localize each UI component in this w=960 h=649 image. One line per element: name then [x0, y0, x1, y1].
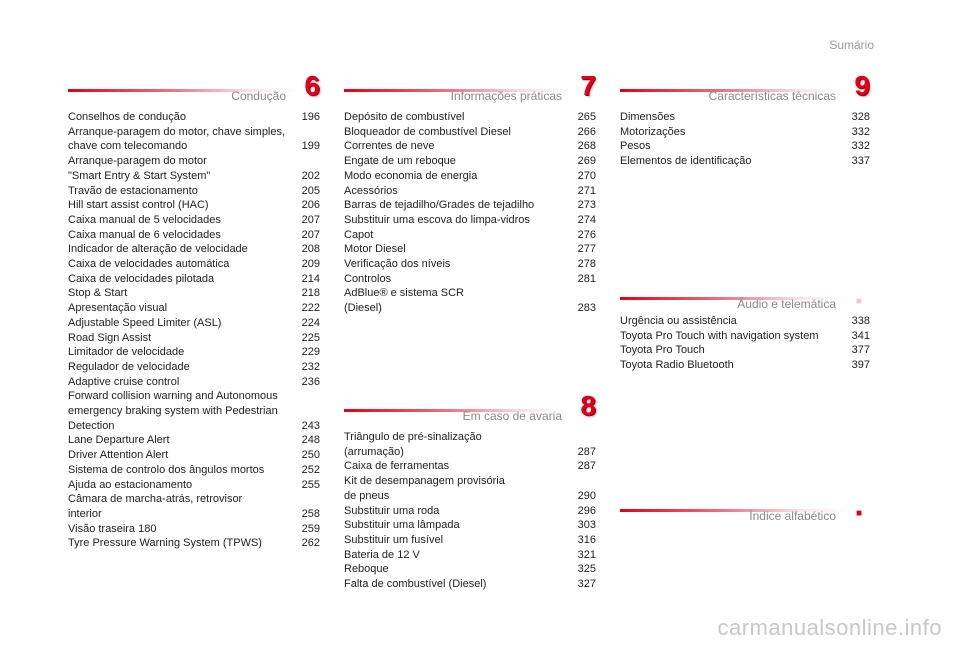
toc-entry[interactable] [344, 154, 596, 169]
toc-entry[interactable] [68, 198, 320, 213]
toc-entry-title: Toyota Pro Touch [620, 344, 705, 357]
toc-entry[interactable] [68, 213, 320, 228]
toc-entry-title: Conselhos de condução [68, 111, 187, 123]
toc-entry-title: Motor Diesel [344, 243, 406, 256]
toc-list [620, 110, 870, 169]
toc-list [68, 110, 320, 551]
toc-entry-title: Kit de desempanagem provisória de pneus [344, 475, 505, 502]
toc-entry-page: 265 [577, 111, 596, 123]
toc-entry-page: 325 [577, 563, 596, 576]
toc-entry-title: Modo economia de energia [344, 169, 478, 182]
toc-entry-page: 202 [301, 169, 320, 182]
toc-entry-page: 262 [301, 537, 320, 550]
toc-entry-title: Capot [344, 228, 374, 241]
toc-entry-title: Engate de um reboque [344, 155, 456, 168]
toc-entry-title: Falta de combustível (Diesel) [344, 578, 487, 591]
toc-entry-title: Limitador de velocidade [68, 346, 185, 359]
toc-entry[interactable] [620, 343, 870, 358]
toc-entry[interactable] [68, 257, 320, 272]
toc-entry-title: Stop & Start [68, 287, 128, 300]
toc-entry-title: Câmara de marcha-atrás, retrovisor interior [68, 493, 243, 520]
toc-entry-page: 276 [577, 228, 596, 241]
toc-entry[interactable] [344, 184, 596, 199]
toc-list [620, 314, 870, 373]
section-number: 8 [580, 390, 596, 421]
toc-entry[interactable] [344, 257, 596, 272]
toc-entry[interactable] [344, 242, 596, 257]
toc-entry[interactable] [68, 331, 320, 346]
section-header [620, 284, 870, 310]
toc-entry-page: 332 [851, 140, 870, 153]
toc-entry[interactable] [620, 110, 870, 125]
toc-entry-title: Forward collision warning and Autonomous emergency braking system with Pedestrian Detection [68, 390, 278, 432]
toc-entry[interactable] [344, 548, 596, 563]
toc-entry-page: 232 [301, 360, 320, 373]
section-number: 7 [580, 70, 596, 101]
toc-entry-page: 290 [577, 489, 596, 502]
toc-entry-title: Caixa de ferramentas [344, 460, 450, 473]
toc-entry-title: AdBlue® e sistema SCR (Diesel) [344, 287, 464, 315]
toc-entry-page: 252 [301, 463, 320, 476]
toc-entry-page: 338 [851, 315, 870, 327]
toc-entry[interactable] [620, 139, 870, 154]
toc-entry[interactable] [344, 286, 596, 315]
toc-entry-title: Reboque [344, 563, 389, 576]
toc-entry-title: Toyota Pro Touch with navigation system [620, 329, 819, 342]
toc-entry-title: Arranque-paragem do motor, chave simples, chave com telecomando [68, 125, 286, 153]
toc-entry-page: 229 [301, 346, 320, 359]
toc-entry-page: 207 [301, 228, 320, 241]
toc-entry-page: 209 [301, 258, 320, 271]
toc-entry[interactable] [68, 492, 320, 521]
toc-entry[interactable] [344, 110, 596, 125]
toc-entry[interactable] [68, 522, 320, 537]
toc-entry[interactable] [68, 375, 320, 390]
section-header [344, 390, 596, 423]
toc-entry-title: Bateria de 12 V [344, 548, 420, 561]
toc-entry[interactable] [344, 272, 596, 287]
toc-entry-page: 268 [577, 140, 596, 153]
toc-entry[interactable] [68, 478, 320, 493]
toc-entry[interactable] [68, 286, 320, 301]
toc-list [344, 430, 596, 592]
toc-entry-title: Indicador de alteração de velocidade [68, 243, 248, 256]
toc-entry[interactable] [68, 272, 320, 287]
toc-entry-title: Elementos de identificação [620, 155, 752, 168]
toc-entry-page: 287 [577, 445, 596, 458]
section-header [344, 70, 596, 103]
toc-entry-page: 243 [301, 419, 320, 432]
toc-entry-page: 287 [577, 460, 596, 473]
toc-entry-title: Motorizações [620, 125, 686, 138]
toc-entry-title: Regulador de velocidade [68, 360, 190, 373]
toc-entry-page: 259 [301, 522, 320, 535]
toc-entry-page: 281 [577, 272, 596, 285]
toc-entry-page: 271 [577, 184, 596, 197]
page-header-title: Sumário [829, 38, 874, 52]
toc-entry-page: 222 [301, 302, 320, 315]
toc-entry-page: 321 [577, 548, 596, 561]
section-marker: ■ [855, 296, 862, 307]
section-header [620, 496, 870, 522]
section-title[interactable]: Áudio e telemática [737, 297, 836, 311]
toc-entry[interactable] [344, 213, 596, 228]
toc-entry-title: Hill start assist control (HAC) [68, 199, 209, 212]
toc-entry[interactable] [620, 329, 870, 344]
toc-entry-page: 258 [301, 507, 320, 520]
toc-entry-title: Adaptive cruise control [68, 375, 180, 388]
toc-entry[interactable] [344, 504, 596, 519]
toc-entry-page: 316 [577, 533, 596, 546]
toc-entry-title: Sistema de controlo dos ângulos mortos [68, 463, 265, 476]
toc-entry[interactable] [68, 433, 320, 448]
toc-entry-page: 341 [851, 329, 870, 342]
toc-entry[interactable] [68, 316, 320, 331]
toc-entry-title: Triângulo de pré-sinalização (arrumação) [344, 431, 482, 458]
toc-entry-title: Driver Attention Alert [68, 449, 169, 462]
toc-entry-page: 250 [301, 449, 320, 462]
toc-entry[interactable] [68, 242, 320, 257]
toc-entry-title: Tyre Pressure Warning System (TPWS) [68, 537, 262, 550]
toc-entry-title: Arranque-paragem do motor "Smart Entry & Start System" [68, 155, 211, 182]
toc-entry-page: 207 [301, 213, 320, 226]
toc-entry-title: Caixa manual de 6 velocidades [68, 228, 221, 241]
toc-entry-title: Depósito de combustível [344, 111, 465, 123]
toc-entry[interactable] [344, 125, 596, 140]
toc-entry-title: Toyota Radio Bluetooth [620, 359, 734, 372]
toc-entry-page: 270 [577, 169, 596, 182]
toc-entry-page: 303 [577, 519, 596, 532]
toc-entry-title: Barras de tejadilho/Grades de tejadilho [344, 199, 535, 212]
section-marker: ■ [855, 508, 862, 519]
toc-entry[interactable] [68, 110, 320, 125]
toc-entry-page: 296 [577, 504, 596, 517]
toc-entry[interactable] [68, 360, 320, 375]
toc-entry[interactable] [344, 459, 596, 474]
toc-entry[interactable] [68, 448, 320, 463]
toc-entry[interactable] [344, 198, 596, 213]
toc-entry-page: 377 [851, 344, 870, 357]
toc-entry-page: 274 [577, 213, 596, 226]
toc-entry-title: Urgência ou assistência [620, 315, 737, 327]
toc-entry[interactable] [344, 228, 596, 243]
toc-entry-title: Acessórios [344, 184, 398, 197]
toc-entry-page: 278 [577, 258, 596, 271]
watermark-text: carmanualsonline.info [717, 615, 942, 640]
toc-entry-page: 199 [301, 140, 320, 153]
section-header [620, 70, 870, 103]
toc-entry-page: 236 [301, 375, 320, 388]
toc-entry[interactable] [68, 301, 320, 316]
toc-entry-title: Travão de estacionamento [68, 184, 198, 197]
section-indice [620, 496, 870, 522]
toc-entry-title: Substituir uma escova do limpa-vidros [344, 213, 530, 226]
toc-entry-page: 214 [301, 272, 320, 285]
toc-entry[interactable] [344, 169, 596, 184]
toc-entry-title: Caixa de velocidades pilotada [68, 272, 215, 285]
toc-entry[interactable] [344, 518, 596, 533]
toc-entry-title: Substituir uma lâmpada [344, 519, 460, 532]
toc-entry-title: Caixa manual de 5 velocidades [68, 213, 221, 226]
toc-entry[interactable] [344, 562, 596, 577]
toc-entry-title: Controlos [344, 272, 392, 285]
toc-entry[interactable] [344, 474, 596, 503]
toc-entry-page: 196 [301, 111, 320, 123]
toc-entry[interactable] [344, 139, 596, 154]
section-avaria [344, 390, 596, 592]
section-informacoes [344, 70, 596, 316]
toc-entry[interactable] [620, 314, 870, 329]
toc-entry[interactable] [68, 184, 320, 199]
section-title[interactable]: Índice alfabético [749, 509, 836, 523]
toc-entry-page: 208 [301, 243, 320, 256]
toc-entry-title: Substituir um fusível [344, 533, 444, 546]
toc-entry-title: Visão traseira 180 [68, 522, 157, 535]
section-title[interactable]: Características técnicas [708, 89, 836, 103]
toc-list [344, 110, 596, 316]
toc-entry-title: Lane Departure Alert [68, 434, 170, 447]
toc-entry-title: Ajuda ao estacionamento [68, 478, 193, 491]
section-header [68, 70, 320, 103]
toc-entry[interactable] [344, 577, 596, 592]
toc-entry-title: Dimensões [620, 111, 676, 123]
toc-entry-title: Bloqueador de combustível Diesel [344, 125, 511, 138]
toc-entry[interactable] [68, 345, 320, 360]
toc-entry-page: 327 [577, 578, 596, 591]
toc-entry[interactable] [344, 533, 596, 548]
toc-entry-page: 266 [577, 125, 596, 138]
toc-entry-title: Verificação dos níveis [344, 258, 451, 271]
toc-entry-page: 225 [301, 331, 320, 344]
toc-entry-page: 283 [577, 302, 596, 315]
section-number: 9 [854, 70, 870, 101]
toc-entry-title: Correntes de neve [344, 140, 435, 153]
toc-entry[interactable] [68, 125, 320, 154]
toc-entry-page: 269 [577, 155, 596, 168]
toc-entry[interactable] [68, 463, 320, 478]
section-caracteristicas [620, 70, 870, 169]
toc-entry-title: Substituir uma roda [344, 504, 440, 517]
toc-entry-page: 255 [301, 478, 320, 491]
toc-entry[interactable] [620, 154, 870, 169]
toc-entry[interactable] [68, 228, 320, 243]
toc-entry-page: 205 [301, 184, 320, 197]
toc-entry[interactable] [68, 389, 320, 433]
toc-entry[interactable] [620, 125, 870, 140]
toc-entry-title: Apresentação visual [68, 302, 168, 315]
section-number: 6 [304, 70, 320, 101]
toc-entry-page: 218 [301, 287, 320, 300]
toc-entry-page: 206 [301, 199, 320, 212]
toc-entry[interactable] [344, 430, 596, 459]
section-audio [620, 284, 870, 373]
toc-entry-title: Pesos [620, 140, 651, 153]
section-title[interactable]: Informações práticas [450, 89, 562, 103]
section-conducao [68, 70, 320, 551]
section-title[interactable]: Condução [231, 89, 286, 103]
toc-entry-page: 224 [301, 316, 320, 329]
toc-entry-title: Caixa de velocidades automática [68, 258, 230, 271]
toc-entry[interactable] [620, 358, 870, 373]
toc-entry-title: Road Sign Assist [68, 331, 152, 344]
toc-entry-page: 248 [301, 434, 320, 447]
toc-entry-page: 273 [577, 199, 596, 212]
toc-entry-title: Adjustable Speed Limiter (ASL) [68, 316, 222, 329]
section-title[interactable]: Em caso de avaria [462, 409, 562, 423]
toc-entry-page: 397 [851, 359, 870, 372]
toc-entry-page: 328 [851, 111, 870, 123]
toc-entry-page: 337 [851, 155, 870, 168]
toc-entry-page: 332 [851, 125, 870, 138]
toc-entry-page: 277 [577, 243, 596, 256]
toc-entry[interactable] [68, 154, 320, 183]
toc-entry[interactable] [68, 536, 320, 551]
